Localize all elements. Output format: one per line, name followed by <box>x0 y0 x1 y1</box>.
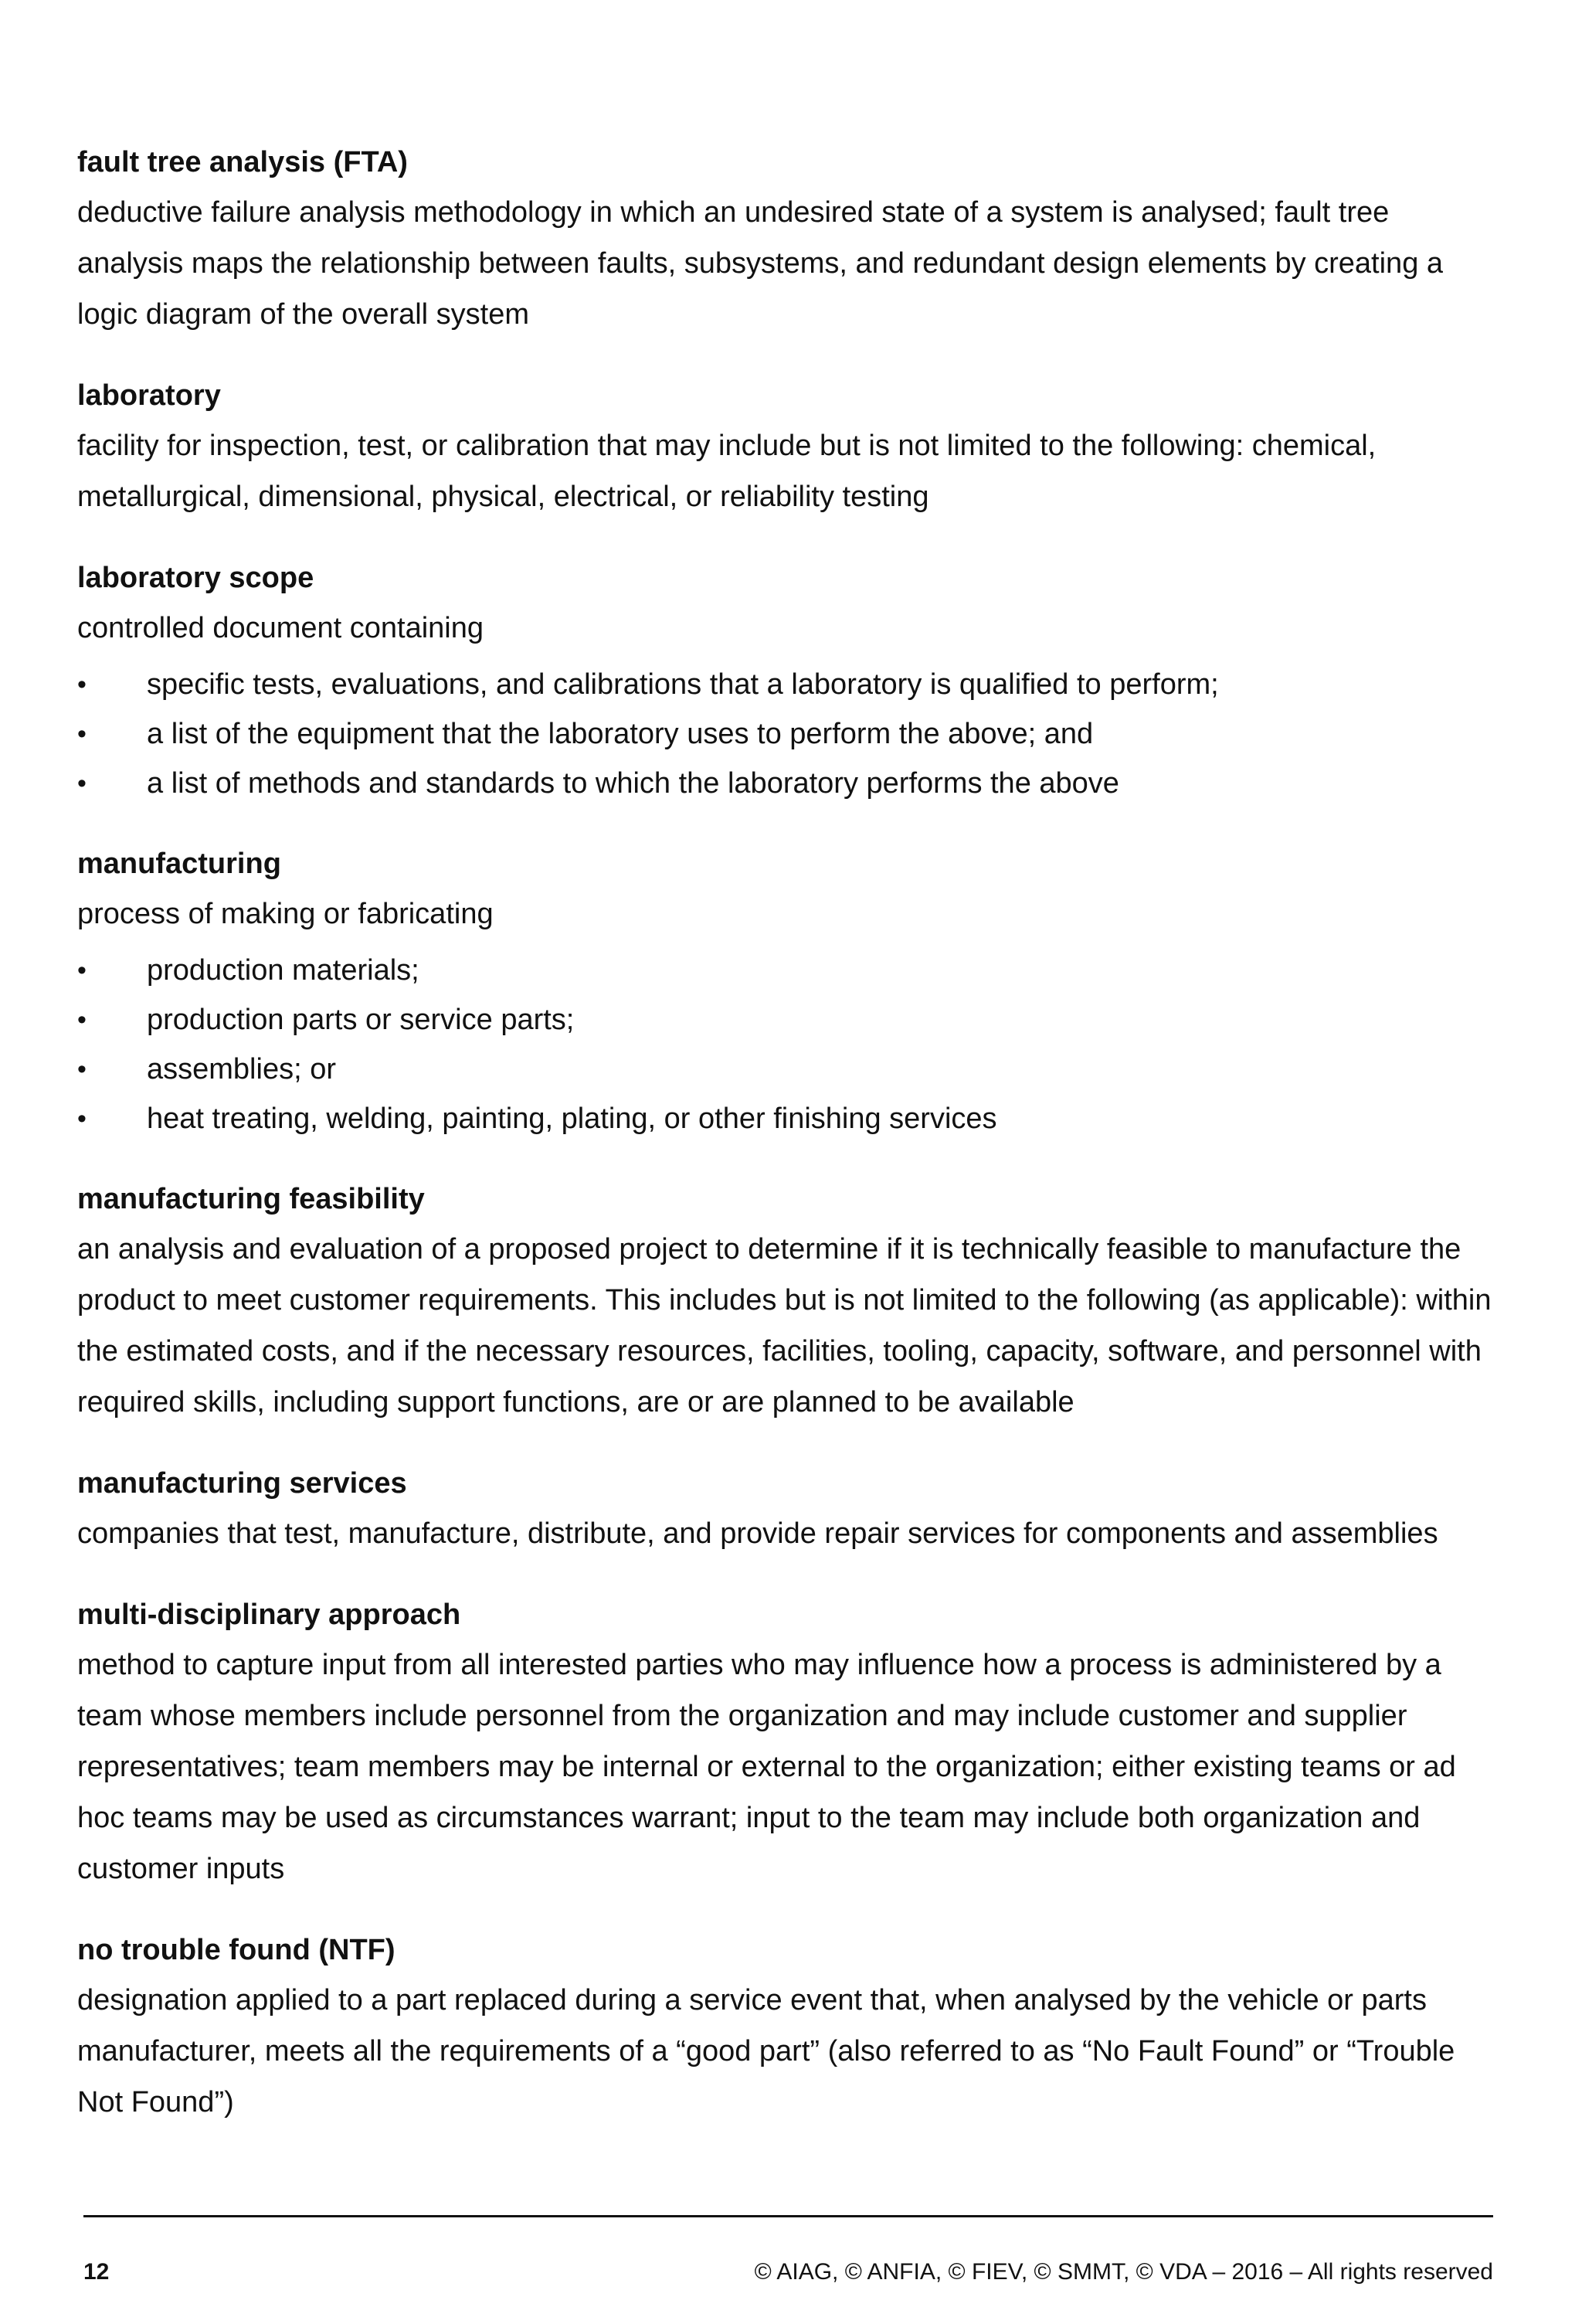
bullet-text: assemblies; or <box>147 1053 336 1086</box>
bullet-item <box>77 946 1499 995</box>
entry-bullet-list <box>77 660 1499 808</box>
bullet-text: heat treating, welding, painting, plating, or other finishing services <box>147 1103 997 1135</box>
glossary-entry <box>77 1925 1499 2128</box>
bullet-item <box>77 1094 1499 1143</box>
entry-bullet-list <box>77 946 1499 1143</box>
glossary-entry <box>77 1590 1499 1894</box>
entry-definition: facility for inspection, test, or calibration that may include but is not limited to the following: chemical, metallurgical, dimensional, physical, electrical, or reliability testing <box>77 430 1377 513</box>
bullet-icon: • <box>77 719 87 749</box>
bullet-item <box>77 709 1499 759</box>
entry-definition: deductive failure analysis methodology in which an undesired state of a system is analysed; fault tree analysis maps the relationship between faults, subsystems, and redundant design elements by creating a logic diagram of the overall system <box>77 196 1444 331</box>
page-number: 12 <box>83 2259 110 2285</box>
bullet-text: a list of methods and standards to which the laboratory performs the above <box>147 767 1119 800</box>
bullet-text: a list of the equipment that the laboratory uses to perform the above; and <box>147 718 1094 750</box>
entry-term: manufacturing services <box>77 1467 407 1500</box>
bullet-icon: • <box>77 1055 87 1084</box>
bullet-text: production materials; <box>147 954 419 987</box>
entry-term: fault tree analysis (FTA) <box>77 146 408 178</box>
bullet-icon: • <box>77 1005 87 1035</box>
glossary-entry <box>77 839 1499 1143</box>
glossary-entry <box>77 1459 1499 1559</box>
document-page <box>77 138 1499 2159</box>
entry-definition: companies that test, manufacture, distribute, and provide repair services for components and assemblies <box>77 1517 1438 1550</box>
entry-term: laboratory scope <box>77 562 314 594</box>
entry-definition: designation applied to a part replaced during a service event that, when analysed by the vehicle or parts manufacturer, meets all the requirements of a “good part” (also referred to as “No Fault Found” or “Trouble Not Found”) <box>77 1984 1455 2118</box>
bullet-item <box>77 1045 1499 1094</box>
bullet-item <box>77 995 1499 1045</box>
entry-term: no trouble found (NTF) <box>77 1934 396 1966</box>
entry-term: laboratory <box>77 379 221 412</box>
glossary-entry <box>77 371 1499 522</box>
entry-definition: controlled document containing <box>77 612 484 644</box>
glossary-entry <box>77 138 1499 340</box>
bullet-item <box>77 759 1499 808</box>
entry-term: manufacturing <box>77 848 281 880</box>
entry-term: manufacturing feasibility <box>77 1183 425 1215</box>
entry-definition: process of making or fabricating <box>77 898 494 930</box>
bullet-icon: • <box>77 769 87 798</box>
entry-definition: an analysis and evaluation of a proposed project to determine if it is technically feasible to manufacture the product to meet customer requirements. This includes but is not limited to the following (as applicable): within the estimated costs, and if the necessary resources, facilities, tooling, capacity, software, and personnel with required skills, including support functions, are or are planned to be available <box>77 1233 1492 1419</box>
bullet-item <box>77 660 1499 709</box>
bullet-icon: • <box>77 956 87 985</box>
page-footer <box>83 2259 1493 2285</box>
glossary-entries <box>77 138 1499 2128</box>
bullet-text: specific tests, evaluations, and calibrations that a laboratory is qualified to perform; <box>147 668 1219 701</box>
copyright-notice: © AIAG, © ANFIA, © FIEV, © SMMT, © VDA – 2016 – All rights reserved <box>754 2259 1493 2285</box>
bullet-icon: • <box>77 1104 87 1133</box>
footer-divider <box>83 2215 1493 2217</box>
bullet-icon: • <box>77 670 87 699</box>
entry-definition: method to capture input from all interested parties who may influence how a process is administered by a team whose members include personnel from the organization and may include customer and supplier representatives; team members may be internal or external to the organization; either existing teams or ad hoc teams may be used as circumstances warrant; input to the team may include both organization and customer inputs <box>77 1649 1456 1885</box>
glossary-entry <box>77 553 1499 808</box>
glossary-entry <box>77 1174 1499 1428</box>
bullet-text: production parts or service parts; <box>147 1004 575 1036</box>
entry-term: multi-disciplinary approach <box>77 1599 461 1631</box>
